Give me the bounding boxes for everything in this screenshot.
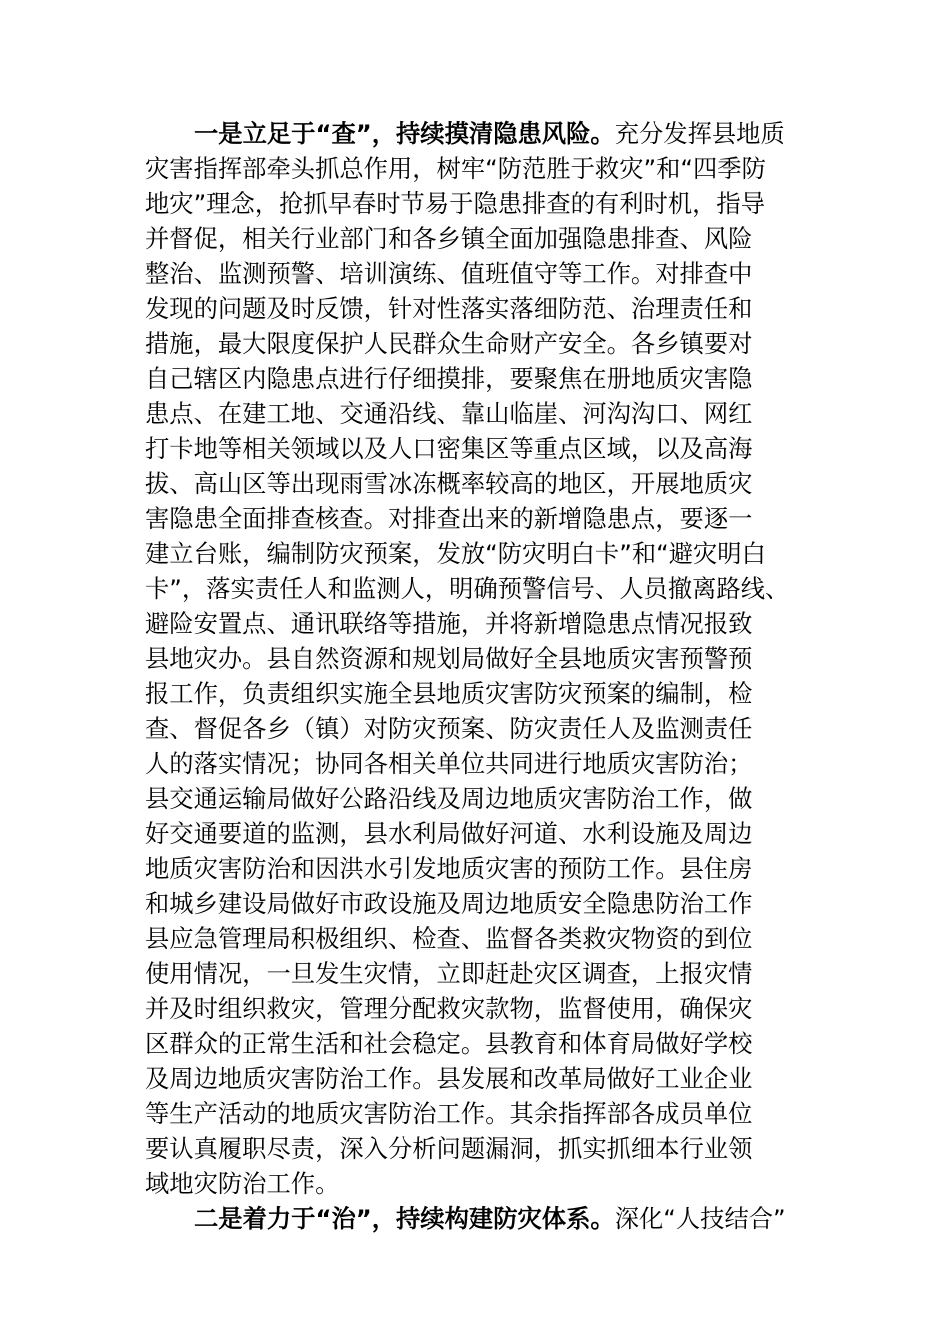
paragraph-1-text: 充分发挥县地质: [614, 119, 785, 148]
paragraph-1-line-2: 灾害指挥部牵头抓总作用，树牢“防范胜于救灾”和“四季防: [145, 154, 766, 183]
paragraph-1-line-29: 等生产活动的地质灾害防治工作。其余指挥部各成员单位: [145, 1099, 753, 1128]
paragraph-1-line-30: 要认真履职尽责，深入分析问题漏洞，抓实抓细本行业领: [145, 1134, 753, 1163]
paragraph-1-line-21: 好交通要道的监测，县水利局做好河道、水利设施及周边: [145, 819, 753, 848]
paragraph-1-line-3: 地灾”理念，抢抓早春时节易于隐患排查的有利时机，指导: [145, 189, 766, 218]
paragraph-1-line-1: [194, 117, 813, 151]
paragraph-1-line-28: 及周边地质灾害防治工作。县发展和改革局做好工业企业: [145, 1064, 753, 1093]
paragraph-1-line-13: 建立台账，编制防灾预案，发放“防灾明白卡”和“避灾明白: [145, 539, 766, 568]
paragraph-1-line-26: 并及时组织救灾，管理分配救灾款物，监督使用，确保灾: [145, 994, 753, 1023]
paragraph-1-line-16: 县地灾办。县自然资源和规划局做好全县地质灾害预警预: [145, 644, 753, 673]
paragraph-1-line-19: 人的落实情况；协同各相关单位共同进行地质灾害防治；: [145, 749, 753, 778]
paragraph-1-line-18: 查、督促各乡（镇）对防灾预案、防灾责任人及监测责任: [145, 714, 753, 743]
paragraph-1-line-7: 措施，最大限度保护人民群众生命财产安全。各乡镇要对: [145, 329, 753, 358]
paragraph-1-heading: 一是立足于“查”，持续摸清隐患风险。: [194, 119, 615, 148]
paragraph-1-line-17: 报工作，负责组织实施全县地质灾害防灾预案的编制，检: [145, 679, 753, 708]
paragraph-1-line-11: 拔、高山区等出现雨雪冰冻概率较高的地区，开展地质灾: [145, 469, 753, 498]
paragraph-2-text: 深化“人技结合”: [614, 1204, 786, 1233]
paragraph-1-line-23: 和城乡建设局做好市政设施及周边地质安全隐患防治工作: [145, 889, 753, 918]
paragraph-2-line-1: [194, 1202, 813, 1236]
paragraph-1-line-31: 域地灾防治工作。: [145, 1169, 340, 1198]
paragraph-1-line-20: 县交通运输局做好公路沿线及周边地质灾害防治工作，做: [145, 784, 753, 813]
paragraph-1-line-6: 发现的问题及时反馈，针对性落实落细防范、治理责任和: [145, 294, 753, 323]
paragraph-1-line-22: 地质灾害防治和因洪水引发地质灾害的预防工作。县住房: [145, 854, 753, 883]
paragraph-1-line-14: 卡”，落实责任人和监测人，明确预警信号、人员撤离路线、: [145, 574, 790, 603]
paragraph-1-line-12: 害隐患全面排查核查。对排查出来的新增隐患点，要逐一: [145, 504, 753, 533]
paragraph-1-line-9: 患点、在建工地、交通沿线、靠山临崖、河沟沟口、网红: [145, 399, 753, 428]
paragraph-1-line-27: 区群众的正常生活和社会稳定。县教育和体育局做好学校: [145, 1029, 753, 1058]
paragraph-1-line-10: 打卡地等相关领域以及人口密集区等重点区域，以及高海: [145, 434, 753, 463]
paragraph-1-line-4: 并督促，相关行业部门和各乡镇全面加强隐患排查、风险: [145, 224, 753, 253]
paragraph-1-line-15: 避险安置点、通讯联络等措施，并将新增隐患点情况报致: [145, 609, 753, 638]
paragraph-2-heading: 二是着力于“治”，持续构建防灾体系。: [194, 1204, 615, 1233]
paragraph-1-line-24: 县应急管理局积极组织、检查、监督各类救灾物资的到位: [145, 924, 753, 953]
paragraph-1-line-25: 使用情况，一旦发生灾情，立即赶赴灾区调查，上报灾情: [145, 959, 753, 988]
paragraph-1-line-5: 整治、监测预警、培训演练、值班值守等工作。对排查中: [145, 259, 753, 288]
paragraph-1-line-8: 自己辖区内隐患点进行仔细摸排，要聚焦在册地质灾害隐: [145, 364, 753, 393]
